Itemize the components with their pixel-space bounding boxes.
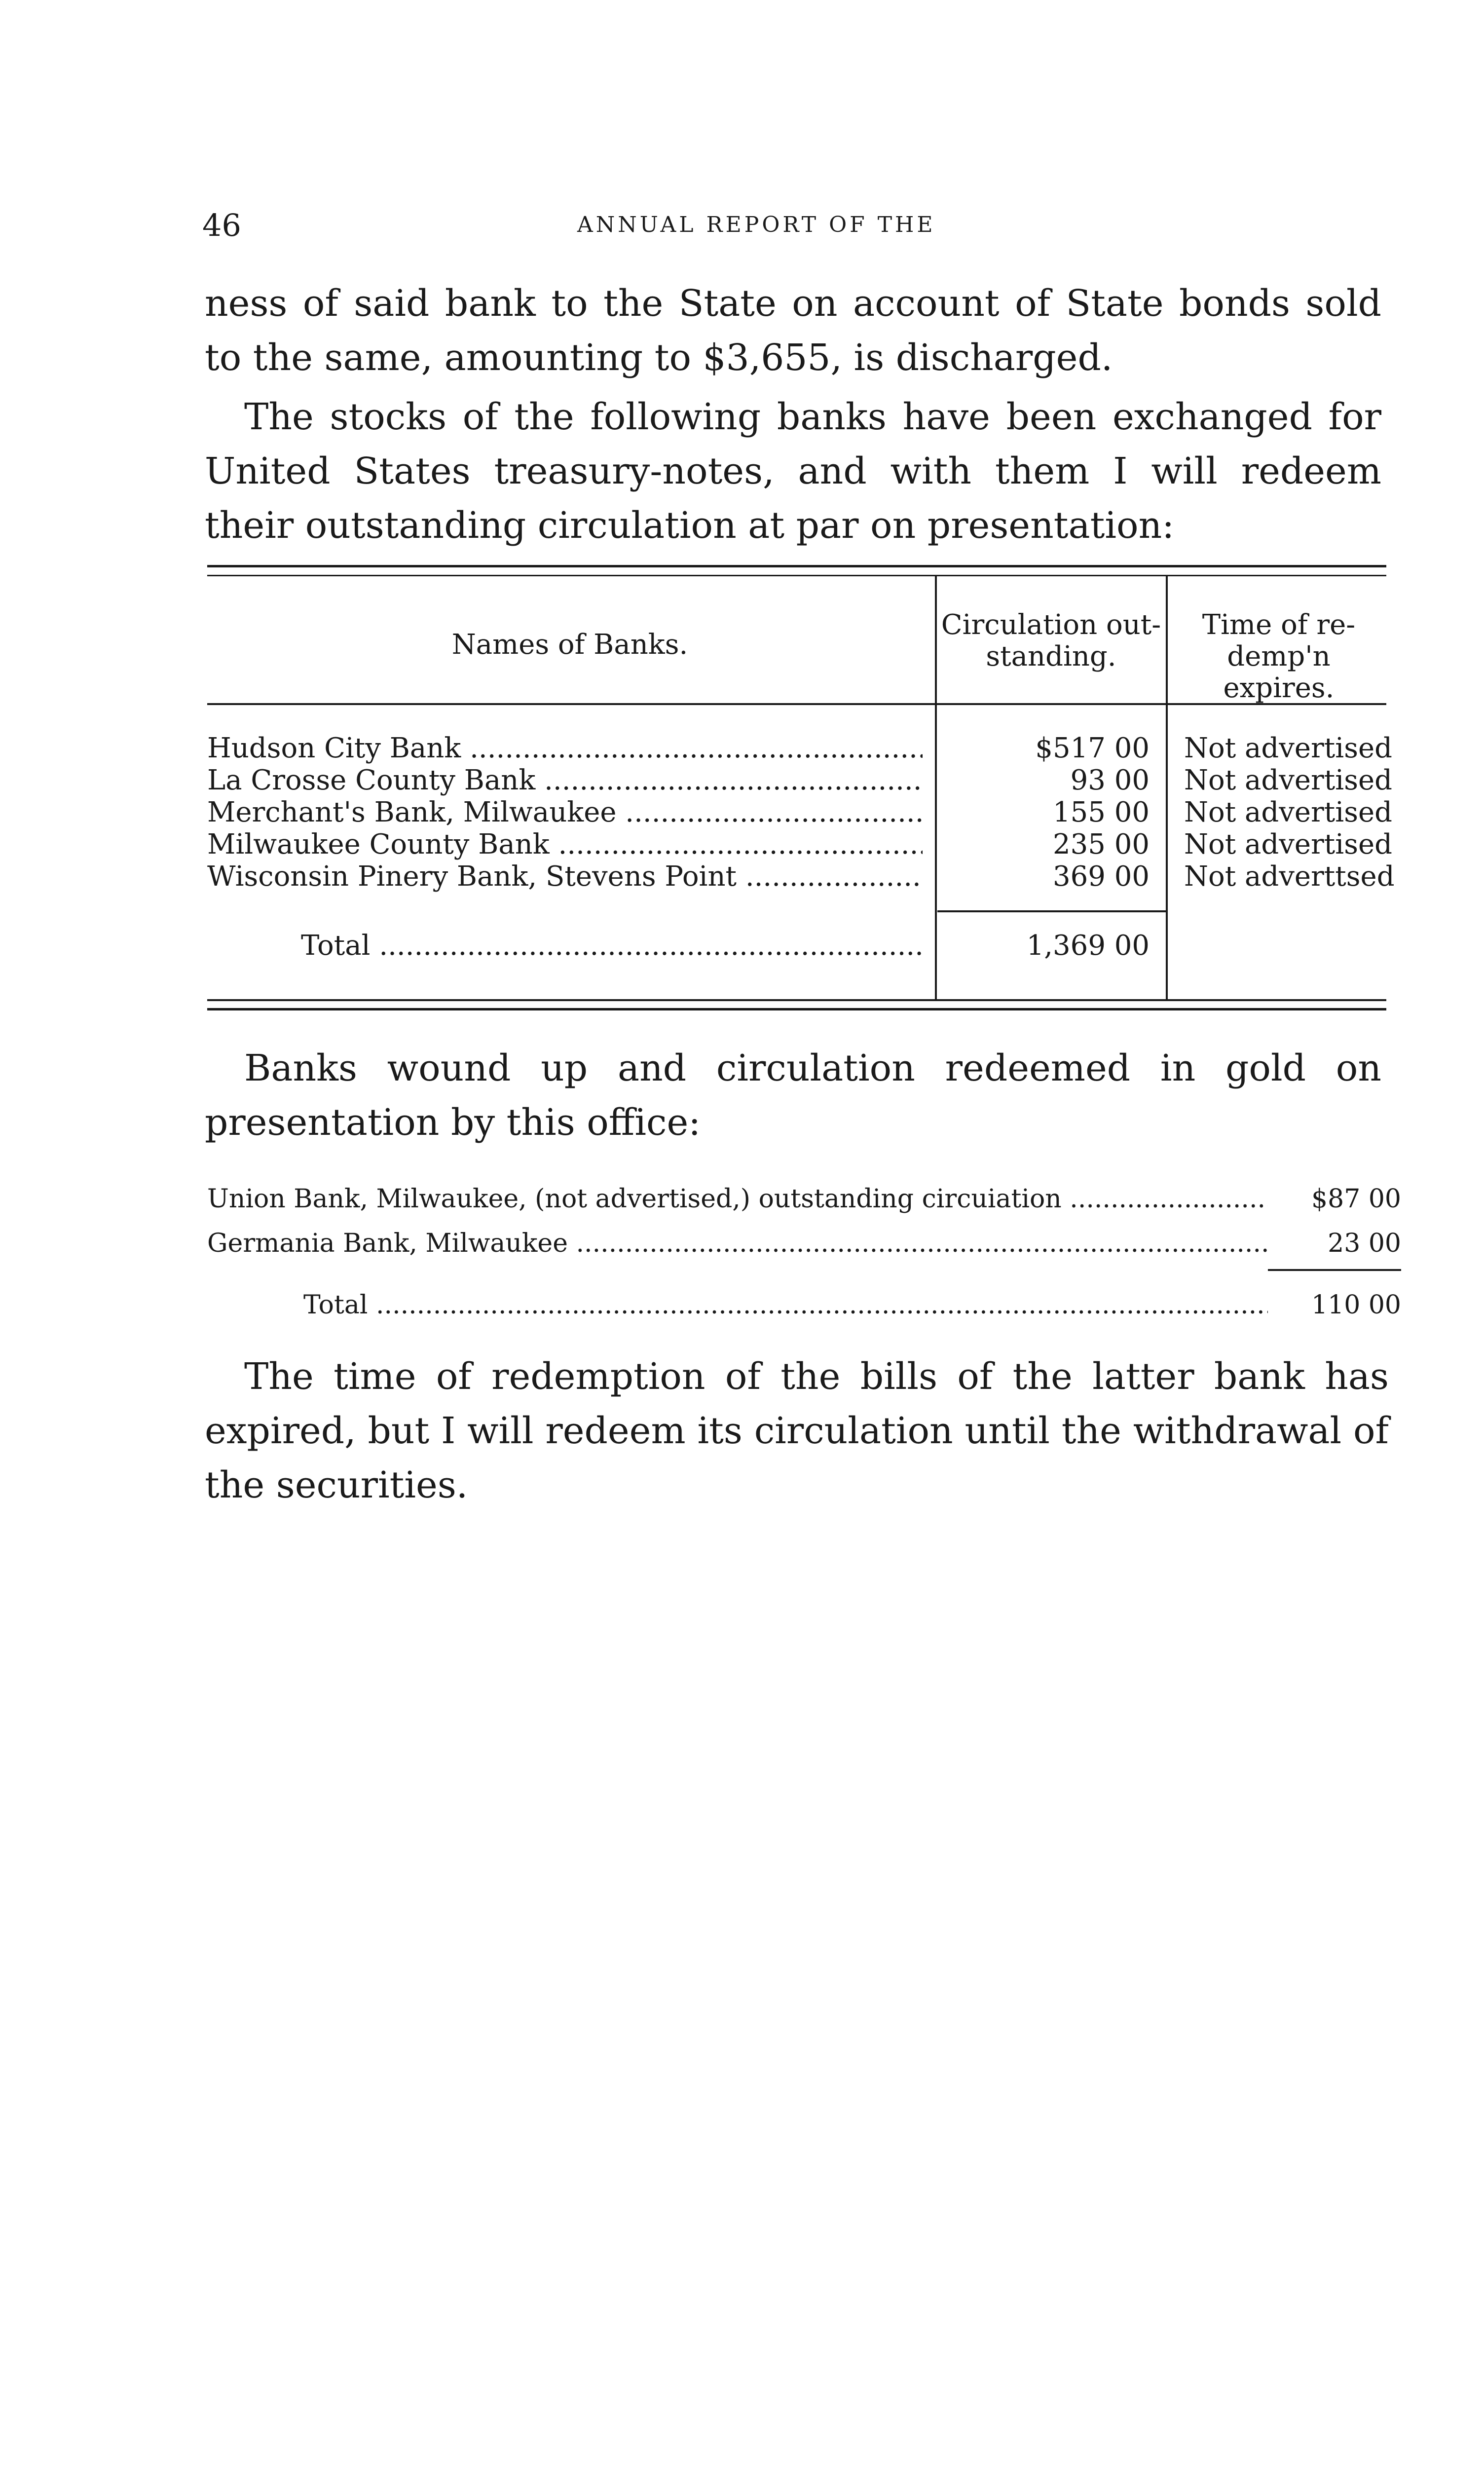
paragraph-4-text: The time of redemption of the bills of the latter bank has expired, but I will redeem its circulation until the withdrawal of the securities. <box>205 1355 1389 1506</box>
table-row-3-name: Merchant's Bank, Milwaukee ..... <box>207 797 923 828</box>
table-row-1-time: Not advertised <box>1184 733 1392 764</box>
table-row-1-name: Hudson City Bank ..... <box>207 733 923 764</box>
table-total-label: Total ..... <box>301 930 923 962</box>
table-row-2-amount: 93 00 <box>1070 765 1150 796</box>
paragraph-3 <box>205 1041 1381 1150</box>
paragraph-4 <box>205 1349 1389 1512</box>
table-top-rule-1 <box>207 565 1386 567</box>
header-time-line1: Time of re- <box>1202 609 1356 641</box>
paragraph-2 <box>205 390 1381 553</box>
header-names-of-banks: Names of Banks. <box>451 629 688 661</box>
table-row-3-amount: 155 00 <box>1053 797 1150 828</box>
header-time-line2: demp'n expires. <box>1223 640 1335 704</box>
gold-list-item-2-name: Germania Bank, Milwaukee ..... <box>207 1229 1268 1258</box>
header-circulation <box>936 609 1166 673</box>
gold-list-item-1-name: Union Bank, Milwaukee, (not advertised,) outstanding circuiation ..... <box>207 1184 1268 1214</box>
table-row-5-amount: 369 00 <box>1053 861 1150 893</box>
gold-list-total-amount: 110 00 <box>1311 1290 1401 1320</box>
header-circulation-line2: standing. <box>986 640 1116 673</box>
paragraph-1: ness of said bank to the State on account of State bonds sold to the same, amounting to $3,655, is discharged. <box>205 282 1381 379</box>
paragraph-2-text: The stocks of the following banks have been exchanged for United States treasury-notes, and with them I will redeem their outstanding circulation at par on presentation: <box>205 396 1381 547</box>
table-bottom-rule-1 <box>207 999 1386 1001</box>
header-circulation-line1: Circulation out- <box>941 609 1161 641</box>
page-number: 46 <box>202 207 241 243</box>
table-row-4-amount: 235 00 <box>1053 829 1150 860</box>
header-time-of-redemption <box>1168 609 1390 704</box>
table-row-2-time: Not advertised <box>1184 765 1392 796</box>
gold-list-subtotal-rule <box>1268 1269 1401 1271</box>
gold-list-total-label: Total ..... <box>303 1290 1268 1320</box>
table-top-rule-2 <box>207 575 1386 576</box>
table-row-2-name: La Crosse County Bank ..... <box>207 765 923 796</box>
gold-list-item-2-amount: 23 00 <box>1328 1229 1401 1258</box>
table-total-amount: 1,369 00 <box>1026 930 1150 962</box>
table-row-1-amount: $517 00 <box>1035 733 1150 764</box>
subtotal-rule <box>937 910 1166 912</box>
running-head: ANNUAL REPORT OF THE <box>577 212 936 237</box>
table-row-4-name: Milwaukee County Bank ..... <box>207 829 923 860</box>
table-row-5-name: Wisconsin Pinery Bank, Stevens Point ..... <box>207 861 923 893</box>
table-row-4-time: Not advertised <box>1184 829 1392 860</box>
paragraph-3-text: Banks wound up and circulation redeemed in gold on presentation by this office: <box>205 1047 1381 1144</box>
table-bottom-rule-2 <box>207 1008 1386 1010</box>
gold-list-item-1-amount: $87 00 <box>1311 1184 1401 1214</box>
table-row-5-time: Not adverttsed <box>1184 861 1395 893</box>
table-row-3-time: Not advertised <box>1184 797 1392 828</box>
